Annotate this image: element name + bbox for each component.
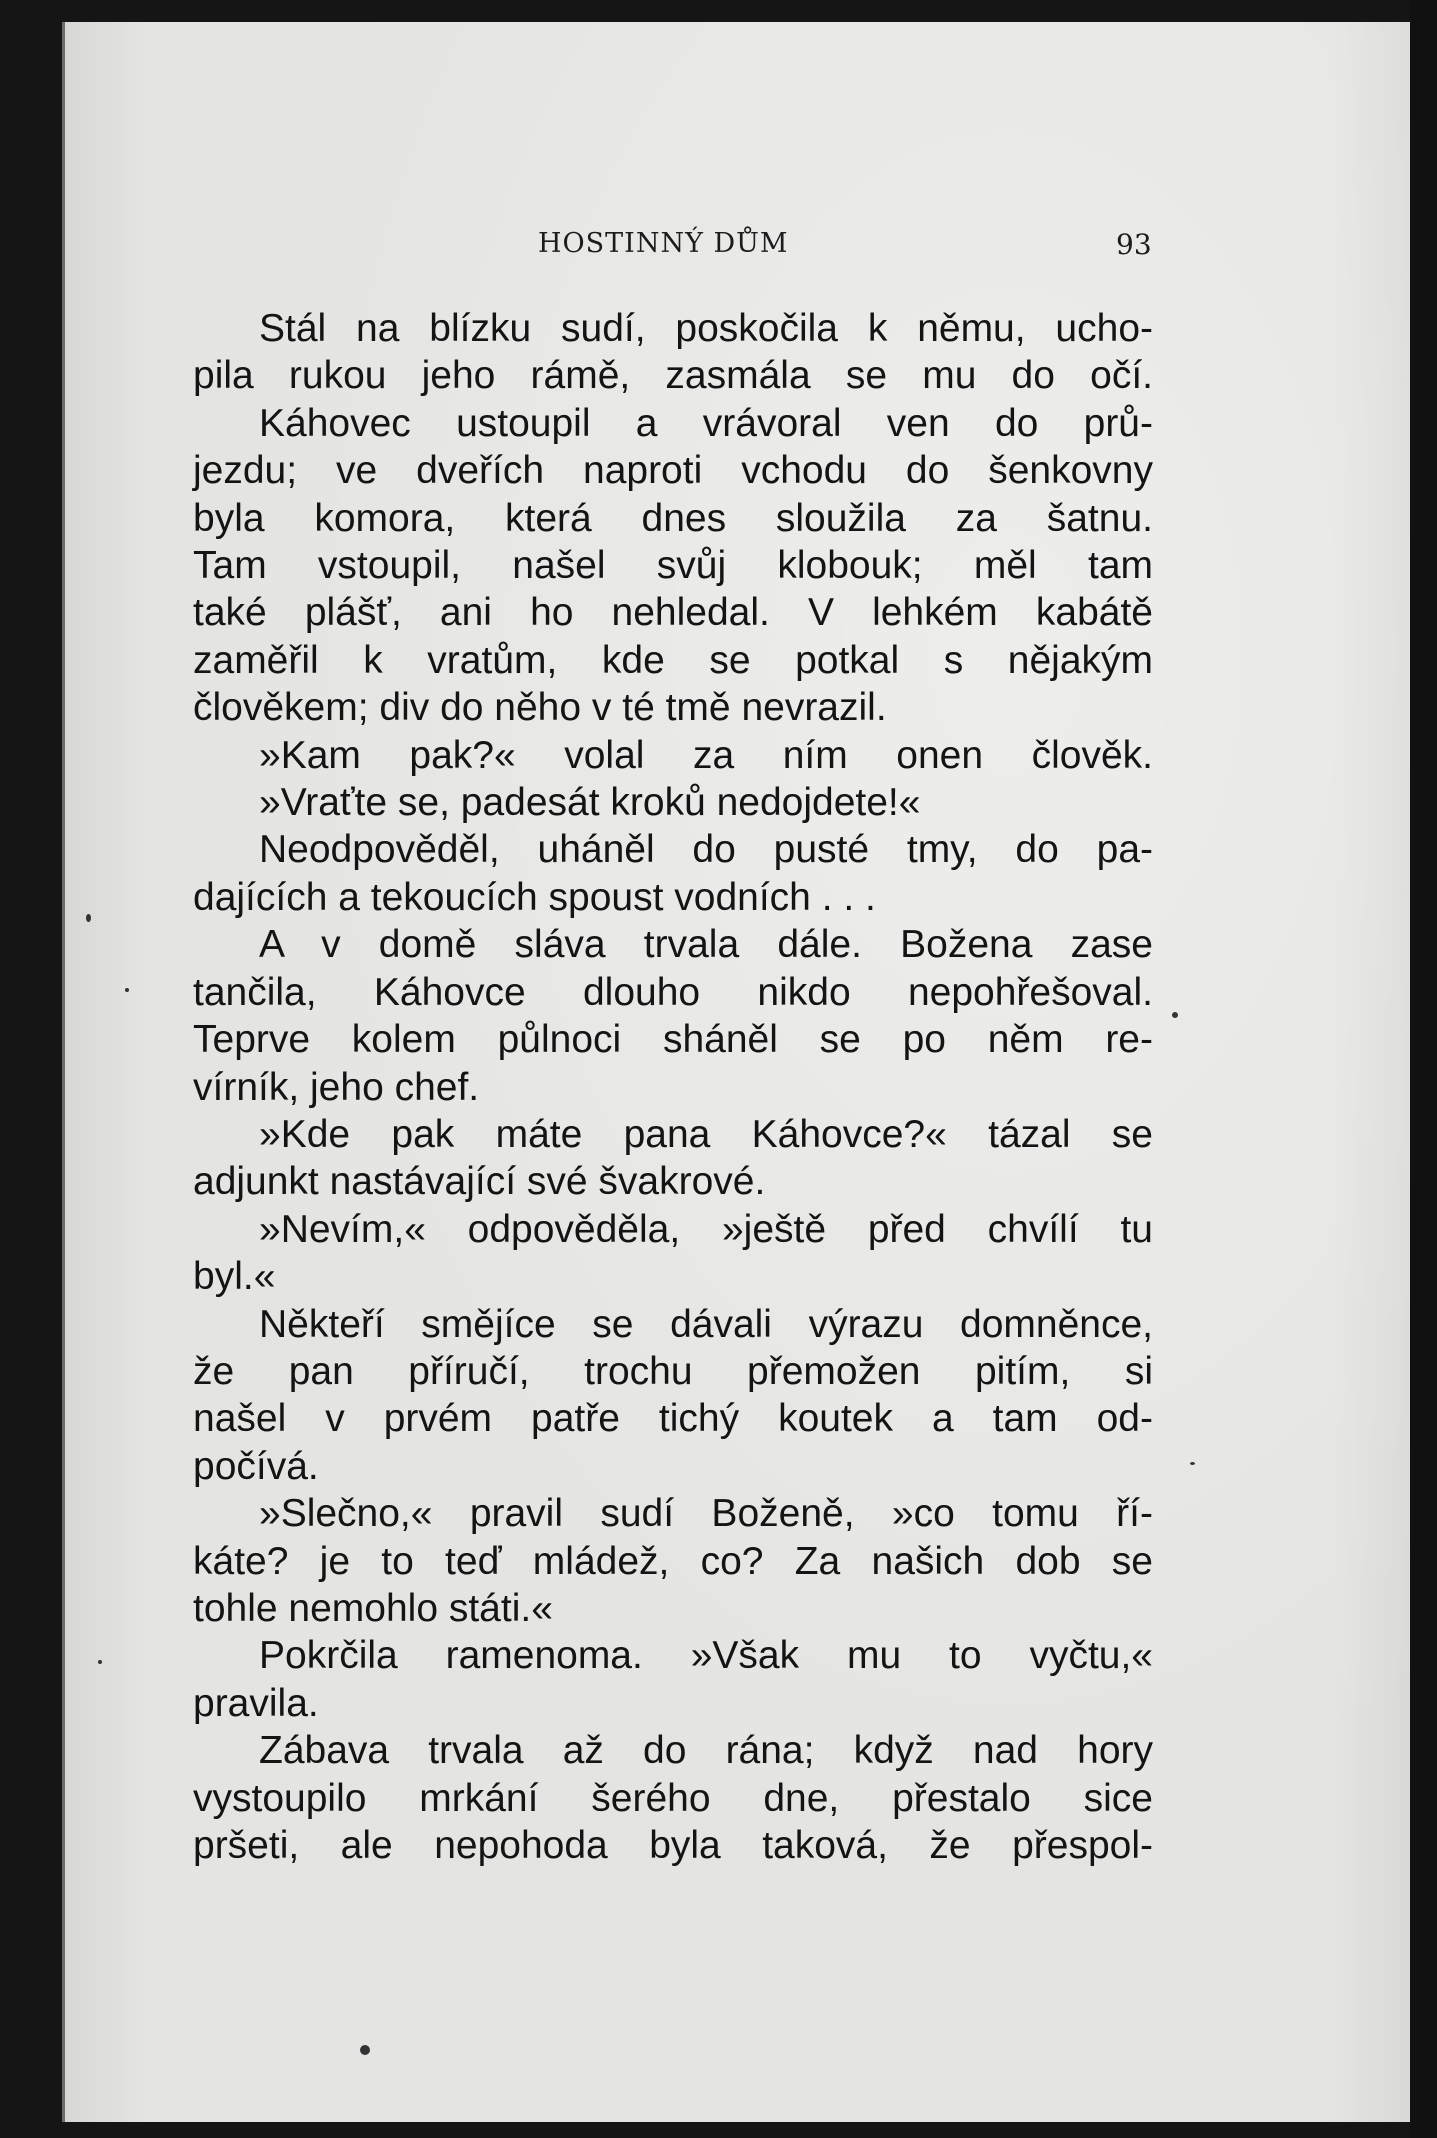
body-text [193,305,1153,1869]
text-line: dajících a tekoucích spoust vodních . . . [193,875,876,919]
text-line: Teprve kolem půlnoci sháněl se po něm re- [193,1018,1153,1062]
text-line: počívá. [193,1444,319,1488]
text-line: byla komora, která dnes sloužila za šatnu. [193,496,1153,540]
text-line: našel v prvém patře tichý koutek a tam od- [193,1397,1153,1441]
paper-speck [125,988,129,992]
paper-speck [1172,1012,1178,1018]
text-line: pila rukou jeho rámě, zasmála se mu do očí. [193,354,1153,398]
text-line: člověkem; div do něho v té tmě nevrazil. [193,686,887,730]
text-line: pravila. [193,1681,319,1725]
text-line: tohle nemohlo státi.« [193,1586,553,1630]
text-line: Pokrčila ramenoma. »Však mu to vyčtu,« [259,1634,1153,1678]
text-line: A v domě sláva trvala dále. Božena zase [259,923,1153,967]
text-line: káte? je to teď mládež, co? Za našich dob se [193,1539,1153,1583]
text-line: adjunkt nastávající své švakrové. [193,1160,766,1204]
paper-speck [360,2045,370,2055]
text-line: Káhovec ustoupil a vrávoral ven do prů- [259,401,1153,445]
text-line: »Kam pak?« volal za ním onen člověk. [259,733,1153,777]
text-line: Stál na blízku sudí, poskočila k němu, ucho- [259,307,1153,350]
text-line: Tam vstoupil, našel svůj klobouk; měl tam [193,544,1153,588]
running-head: HOSTINNÝ DŮM [538,228,789,259]
text-line: zaměřil k vratům, kde se potkal s nějakým [193,638,1153,682]
text-line: »Vraťte se, padesát kroků nedojdete!« [259,781,921,825]
paper-speck [1190,1462,1195,1465]
text-line: jezdu; ve dveřích naproti vchodu do šenkovny [193,449,1153,493]
page-number: 93 [1116,228,1152,261]
text-line: Neodpověděl, uháněl do pusté tmy, do pa- [259,828,1153,872]
text-line: byl.« [193,1255,276,1299]
text-line: pršeti, ale nepohoda byla taková, že přespol- [193,1824,1153,1867]
text-line: že pan příručí, trochu přemožen pitím, si [193,1349,1153,1393]
text-line: Zábava trvala až do rána; když nad hory [259,1729,1153,1773]
binding-gutter [62,22,65,2122]
text-line: vystoupilo mrkání šerého dne, přestalo sice [193,1776,1153,1820]
text-line: vírník, jeho chef. [193,1065,480,1109]
text-line: Někteří smějíce se dávali výrazu domněnce, [259,1302,1153,1346]
text-line: »Kde pak máte pana Káhovce?« tázal se [259,1112,1153,1156]
paper-speck [98,1660,102,1664]
text-line: »Slečno,« pravil sudí Boženě, »co tomu ří- [259,1492,1153,1536]
text-line: »Nevím,« odpověděla, »ještě před chvílí tu [259,1207,1153,1251]
text-line: také plášť, ani ho nehledal. V lehkém kabátě [193,591,1153,635]
scan-edge [1410,0,1437,2138]
text-line: tančila, Káhovce dlouho nikdo nepohřešoval. [193,970,1153,1014]
paper-speck [86,914,91,922]
